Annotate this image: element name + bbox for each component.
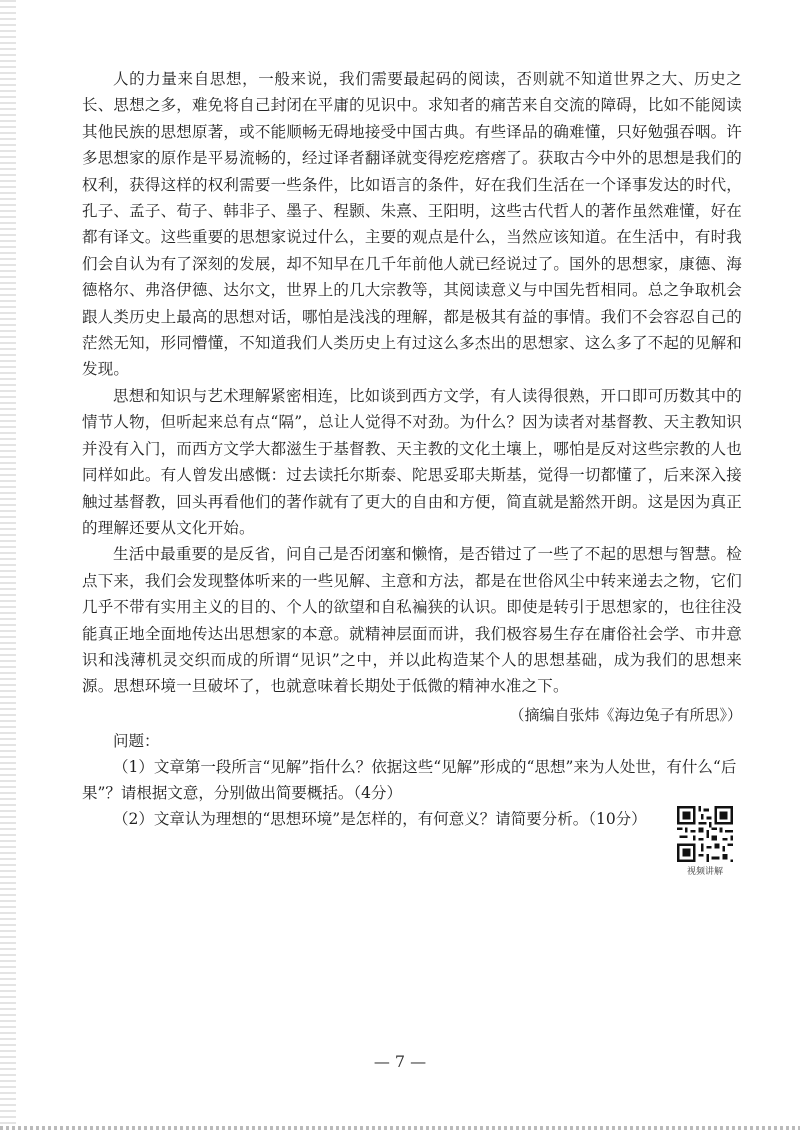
qr-caption: 视频讲解	[686, 867, 723, 877]
questions-heading: 问题：	[113, 731, 160, 750]
questions-section	[82, 728, 742, 832]
scan-bottom-edge	[0, 1126, 800, 1130]
qr-code-icon[interactable]	[677, 806, 733, 862]
scan-left-edge	[0, 0, 16, 1130]
article	[82, 66, 742, 832]
question-2: （2）文章认为理想的“思想环境”是怎样的，有何意义？请简要分析。（10分）	[113, 809, 647, 828]
question-1: （1）文章第一段所言“见解”指什么？依据这些“见解”形成的“思想”来为人处世，有什么“后果”？请根据文意，分别做出简要概括。（4分）	[82, 757, 737, 802]
page-number: — 7 —	[373, 1052, 427, 1071]
article-paragraph-1: 人的力量来自思想，一般来说，我们需要最起码的阅读，否则就不知道世界之大、历史之长、思想之多，难免将自己封闭在平庸的见识中。求知者的痛苦来自交流的障碍，比如不能阅读其他民族的思想原著，或不能顺畅无碍地接受中国古典。有些译品的确难懂，只好勉强吞咽。许多思想家的原作是平易流畅的，经过译者翻译就变得疙疙瘩瘩了。获取古今中外的思想是我们的权利，获得这样的权利需要一些条件，比如语言的条件，好在我们生活在一个译事发达的时代，孔子、孟子、荀子、韩非子、墨子、程颢、朱熹、王阳明，这些古代哲人的著作虽然难懂，好在都有译文。这些重要的思想家说过什么，主要的观点是什么，当然应该知道。在生活中，有时我们会自认为有了深刻的发展，却不知早在几千年前他人就已经说过了。国外的思想家，康德、海德格尔、弗洛伊德、达尔文，世界上的几大宗教等，其阅读意义与中国先哲相同。总之争取机会跟人类历史上最高的思想对话，哪怕是浅浅的理解，都是极其有益的事情。我们不会容忍自己的茫然无知，形同懵懂，不知道我们人类历史上有过这么多杰出的思想家、这么多了不起的见解和发现。	[82, 70, 742, 379]
article-source: （摘编自张炜《海边兔子有所思》）	[509, 705, 742, 724]
qr-block[interactable]	[672, 806, 738, 878]
article-paragraph-3: 生活中最重要的是反省，问自己是否闭塞和懒惰，是否错过了一些了不起的思想与智慧。检点下来，我们会发现整体听来的一些见解、主意和方法，都是在世俗风尘中转来递去之物，它们几乎不带有实用主义的目的、个人的欲望和自私褊狭的认识。即使是转引于思想家的，也往往没能真正地全面地传达出思想家的本意。就精神层面而讲，我们极容易生存在庸俗社会学、市井意识和浅薄机灵交织而成的所谓“见识”之中，并以此构造某个人的思想基础，成为我们的思想来源。思想环境一旦破坏了，也就意味着长期处于低微的精神水准之下。	[82, 545, 742, 696]
article-paragraph-2: 思想和知识与艺术理解紧密相连，比如谈到西方文学，有人读得很熟，开口即可历数其中的情节人物，但听起来总有点“隔”，总让人觉得不对劲。为什么？因为读者对基督教、天主教知识并没有入门，而西方文学大都滋生于基督教、天主教的文化土壤上，哪怕是反对这些宗教的人也同样如此。有人曾发出感慨：过去读托尔斯泰、陀思妥耶夫斯基，觉得一切都懂了，后来深入接触过基督教，回头再看他们的著作就有了更大的自由和方便，简直就是豁然开朗。这是因为真正的理解还要从文化开始。	[82, 386, 742, 537]
